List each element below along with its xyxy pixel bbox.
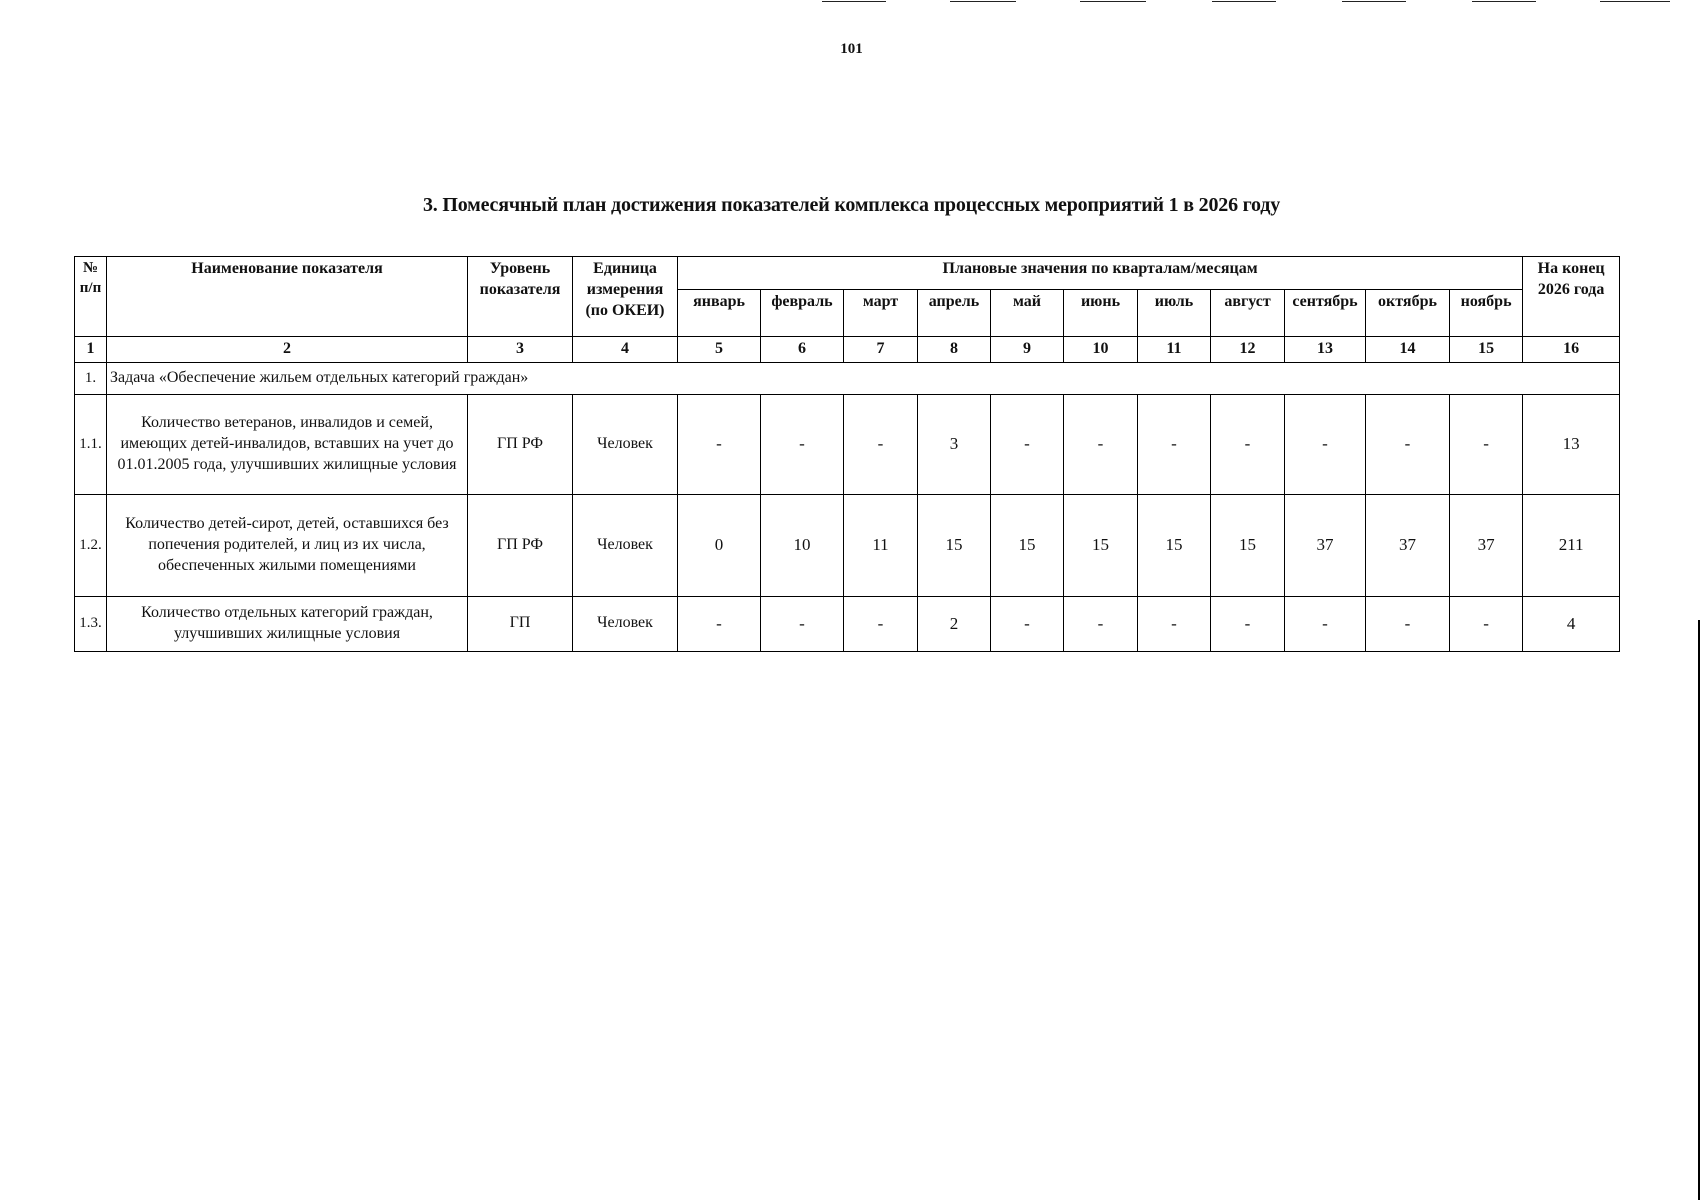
column-number: 1 bbox=[75, 337, 107, 363]
header-unit: Единица измерения (по ОКЕИ) bbox=[573, 257, 678, 337]
row-number: 1.2. bbox=[75, 494, 107, 596]
scan-mark bbox=[822, 1, 886, 2]
indicator-level: ГП bbox=[468, 596, 573, 651]
month-value: 15 bbox=[991, 494, 1064, 596]
scan-mark bbox=[1342, 1, 1406, 2]
month-value: - bbox=[1366, 394, 1450, 494]
indicator-level: ГП РФ bbox=[468, 394, 573, 494]
month-value: - bbox=[991, 596, 1064, 651]
month-value: - bbox=[678, 596, 761, 651]
column-number: 11 bbox=[1138, 337, 1211, 363]
indicator-level: ГП РФ bbox=[468, 494, 573, 596]
indicator-unit: Человек bbox=[573, 494, 678, 596]
end-of-year-value: 4 bbox=[1523, 596, 1620, 651]
month-value: - bbox=[1064, 596, 1138, 651]
indicator-unit: Человек bbox=[573, 394, 678, 494]
month-value: - bbox=[1064, 394, 1138, 494]
scan-mark bbox=[1080, 1, 1146, 2]
scan-edge-line bbox=[1698, 620, 1700, 1200]
month-header: ноябрь bbox=[1450, 290, 1523, 337]
month-value: - bbox=[1211, 394, 1285, 494]
row-number: 1.3. bbox=[75, 596, 107, 651]
month-value: 37 bbox=[1450, 494, 1523, 596]
column-number: 10 bbox=[1064, 337, 1138, 363]
page-title: 3. Помесячный план достижения показателей комплекса процессных мероприятий 1 в 2026 году bbox=[423, 194, 1280, 216]
column-number: 7 bbox=[844, 337, 918, 363]
header-planned-values: Плановые значения по кварталам/месяцам bbox=[678, 257, 1523, 290]
task-row bbox=[75, 362, 1620, 394]
month-value: 2 bbox=[918, 596, 991, 651]
month-header: июль bbox=[1138, 290, 1211, 337]
month-header: октябрь bbox=[1366, 290, 1450, 337]
month-value: - bbox=[1366, 596, 1450, 651]
month-value: 3 bbox=[918, 394, 991, 494]
indicator-unit: Человек bbox=[573, 596, 678, 651]
header-number: № п/п bbox=[75, 257, 107, 337]
column-number: 4 bbox=[573, 337, 678, 363]
monthly-plan-table bbox=[74, 256, 1620, 652]
month-value: 37 bbox=[1366, 494, 1450, 596]
month-value: 15 bbox=[1211, 494, 1285, 596]
month-value: 0 bbox=[678, 494, 761, 596]
month-value: - bbox=[761, 394, 844, 494]
month-value: 15 bbox=[918, 494, 991, 596]
column-number: 12 bbox=[1211, 337, 1285, 363]
month-value: - bbox=[991, 394, 1064, 494]
table-row bbox=[75, 394, 1620, 494]
month-value: - bbox=[678, 394, 761, 494]
header-indicator-level: Уровень показателя bbox=[468, 257, 573, 337]
column-number: 2 bbox=[107, 337, 468, 363]
header-indicator-name: Наименование показателя bbox=[107, 257, 468, 337]
month-header: июнь bbox=[1064, 290, 1138, 337]
column-number: 5 bbox=[678, 337, 761, 363]
month-header: апрель bbox=[918, 290, 991, 337]
end-of-year-value: 211 bbox=[1523, 494, 1620, 596]
column-number: 8 bbox=[918, 337, 991, 363]
month-value: - bbox=[1211, 596, 1285, 651]
month-value: - bbox=[761, 596, 844, 651]
header-end-of-year: На конец 2026 года bbox=[1523, 257, 1620, 337]
month-value: - bbox=[844, 596, 918, 651]
column-number-row bbox=[75, 337, 1620, 363]
column-number: 6 bbox=[761, 337, 844, 363]
month-value: - bbox=[1285, 394, 1366, 494]
month-header: сентябрь bbox=[1285, 290, 1366, 337]
indicator-name: Количество отдельных категорий граждан, улучшивших жилищные условия bbox=[107, 596, 468, 651]
row-number: 1.1. bbox=[75, 394, 107, 494]
month-header: август bbox=[1211, 290, 1285, 337]
task-number: 1. bbox=[75, 362, 107, 394]
month-value: 11 bbox=[844, 494, 918, 596]
table-row bbox=[75, 494, 1620, 596]
month-value: - bbox=[1138, 596, 1211, 651]
month-value: 37 bbox=[1285, 494, 1366, 596]
month-value: - bbox=[1450, 596, 1523, 651]
month-header: май bbox=[991, 290, 1064, 337]
task-label: Задача «Обеспечение жильем отдельных категорий граждан» bbox=[107, 362, 1620, 394]
month-value: - bbox=[844, 394, 918, 494]
column-number: 14 bbox=[1366, 337, 1450, 363]
month-value: - bbox=[1450, 394, 1523, 494]
scan-mark bbox=[1600, 1, 1670, 2]
column-number: 9 bbox=[991, 337, 1064, 363]
month-header: январь bbox=[678, 290, 761, 337]
column-number: 3 bbox=[468, 337, 573, 363]
scan-mark bbox=[1472, 1, 1536, 2]
indicator-name: Количество детей-сирот, детей, оставшихся без попечения родителей, и лиц из их числа, обеспеченных жилыми помещениями bbox=[107, 494, 468, 596]
column-number: 13 bbox=[1285, 337, 1366, 363]
scan-mark bbox=[950, 1, 1016, 2]
end-of-year-value: 13 bbox=[1523, 394, 1620, 494]
month-value: 15 bbox=[1138, 494, 1211, 596]
month-header: март bbox=[844, 290, 918, 337]
month-value: - bbox=[1138, 394, 1211, 494]
table-row bbox=[75, 596, 1620, 651]
column-number: 16 bbox=[1523, 337, 1620, 363]
page-number: 101 bbox=[840, 41, 863, 57]
month-value: 15 bbox=[1064, 494, 1138, 596]
month-header: февраль bbox=[761, 290, 844, 337]
indicator-name: Количество ветеранов, инвалидов и семей, имеющих детей-инвалидов, вставших на учет до 01.01.2005 года, улучшивших жилищные условия bbox=[107, 394, 468, 494]
scan-mark bbox=[1212, 1, 1276, 2]
month-value: 10 bbox=[761, 494, 844, 596]
month-value: - bbox=[1285, 596, 1366, 651]
column-number: 15 bbox=[1450, 337, 1523, 363]
